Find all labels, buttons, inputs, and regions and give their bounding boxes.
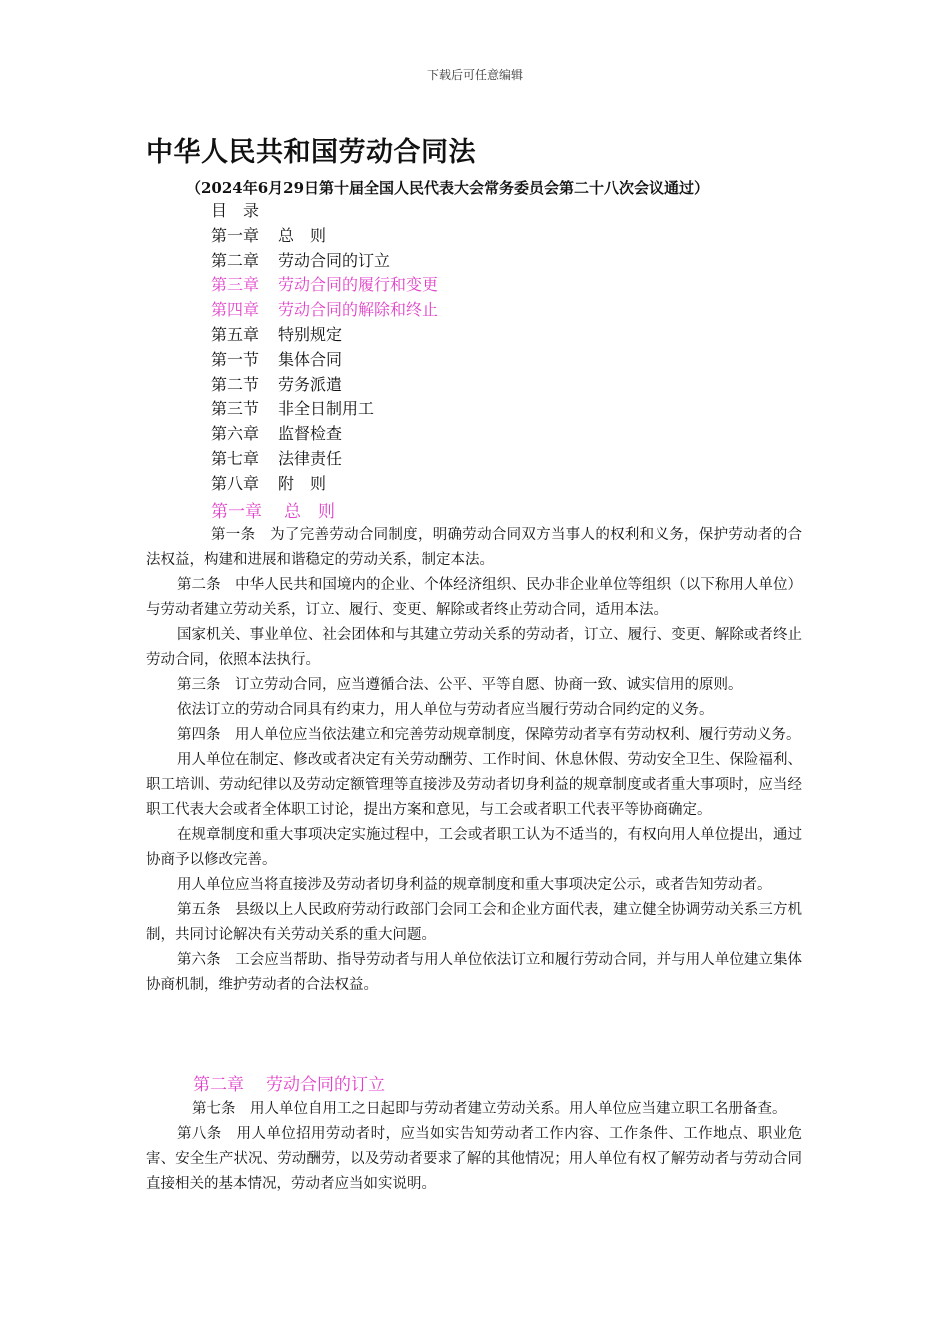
article-paragraph: 第六条 工会应当帮助、指导劳动者与用人单位依法订立和履行劳动合同，并与用人单位建立集体协商机制，维护劳动者的合法权益。 [146,952,802,993]
toc-item-num: 第八章 [211,473,260,493]
toc-item [211,397,438,422]
chapter-2-heading [193,1070,385,1095]
toc-item-label: 监督检查 [278,424,343,444]
chapter-num: 第一章 [211,502,262,522]
toc-item-label: 集体合同 [278,349,343,369]
toc-item-num: 第一章 [211,225,260,245]
article-paragraph: 第八条 用人单位招用劳动者时，应当如实告知劳动者工作内容、工作条件、工作地点、职业危害、安全生产状况、劳动酬劳，以及劳动者要求了解的其他情况；用人单位有权了解劳动者与劳动合同直接相关的基本情况，劳动者应当如实说明。 [146,1126,802,1192]
toc-item [211,298,438,323]
toc-item-num: 第七章 [211,448,260,468]
article-paragraph: 用人单位应当将直接涉及劳动者切身利益的规章制度和重大事项决定公示，或者告知劳动者。 [177,877,772,893]
chapter-1-heading [211,497,335,522]
toc-item-label: 附 则 [278,473,327,493]
toc-item [211,224,438,249]
toc-item-label: 总 则 [278,225,327,245]
toc-item [211,323,438,348]
toc-item-label: 劳动合同的订立 [278,250,391,270]
article-paragraph: 依法订立的劳动合同具有约束力，用人单位与劳动者应当履行劳动合同约定的义务。 [177,702,714,718]
toc-item-num: 第三节 [211,399,260,419]
article-paragraph: 第四条 用人单位应当依法建立和完善劳动规章制度，保障劳动者享有劳动权利、履行劳动义务。 [177,727,801,743]
toc-item [211,348,438,373]
toc-item-num: 第二章 [211,250,260,270]
toc-item [211,422,438,447]
header-note: 下载后可任意编辑 [426,68,523,82]
toc-item [211,447,438,472]
article-paragraph: 用人单位在制定、修改或者决定有关劳动酬劳、工作时间、休息休假、劳动安全卫生、保险福利、职工培训、劳动纪律以及劳动定额管理等直接涉及劳动者切身利益的规章制度或者重大事项时，应当经职工代表大会或者全体职工讨论，提出方案和意见，与工会或者职工代表平等协商确定。 [146,752,802,818]
toc-item-num: 第四章 [211,300,260,320]
document-title: 中华人民共和国劳动合同法 [146,137,476,168]
toc-item [211,249,438,274]
document-subtitle: （2024年6月29日第十届全国人民代表大会常务委员会第二十八次会议通过） [186,179,710,197]
toc-item-label: 劳务派遣 [278,374,343,394]
chapter-2-body [146,1097,802,1197]
chapter-label: 总 则 [284,502,335,522]
article-paragraph: 第二条 中华人民共和国境内的企业、个体经济组织、民办非企业单位等组织（以下称用人单位）与劳动者建立劳动关系，订立、履行、变更、解除或者终止劳动合同，适用本法。 [146,577,802,618]
toc-item-label: 劳动合同的履行和变更 [278,275,439,295]
chapter-1-body [146,523,802,998]
toc-item-num: 第三章 [211,275,260,295]
article-paragraph: 在规章制度和重大事项决定实施过程中，工会或者职工认为不适当的，有权向用人单位提出，通过协商予以修改完善。 [146,827,802,868]
chapter-num: 第二章 [193,1075,244,1095]
toc-item-num: 第一节 [211,349,260,369]
toc-item-label: 法律责任 [278,448,343,468]
toc-item-label: 非全日制用工 [278,399,375,419]
table-of-contents [211,199,438,497]
toc-item-label: 特别规定 [278,324,343,344]
toc-item-num: 第二节 [211,374,260,394]
toc-item-num: 第五章 [211,324,260,344]
toc-item [211,472,438,497]
article-paragraph: 第三条 订立劳动合同，应当遵循合法、公平、平等自愿、协商一致、诚实信用的原则。 [177,677,743,693]
article-paragraph: 第五条 县级以上人民政府劳动行政部门会同工会和企业方面代表，建立健全协调劳动关系三方机制，共同讨论解决有关劳动关系的重大问题。 [146,902,802,943]
chapter-label: 劳动合同的订立 [266,1075,385,1095]
toc-heading: 目 录 [211,201,260,220]
article-paragraph: 国家机关、事业单位、社会团体和与其建立劳动关系的劳动者，订立、履行、变更、解除或者终止劳动合同，依照本法执行。 [146,627,802,668]
toc-item [211,373,438,398]
article-paragraph: 第七条 用人单位自用工之日起即与劳动者建立劳动关系。用人单位应当建立职工名册备查。 [192,1101,787,1117]
toc-item [211,273,438,298]
toc-item-label: 劳动合同的解除和终止 [278,300,439,320]
toc-item-num: 第六章 [211,424,260,444]
article-paragraph: 第一条 为了完善劳动合同制度，明确劳动合同双方当事人的权利和义务，保护劳动者的合法权益，构建和进展和谐稳定的劳动关系，制定本法。 [146,527,802,568]
